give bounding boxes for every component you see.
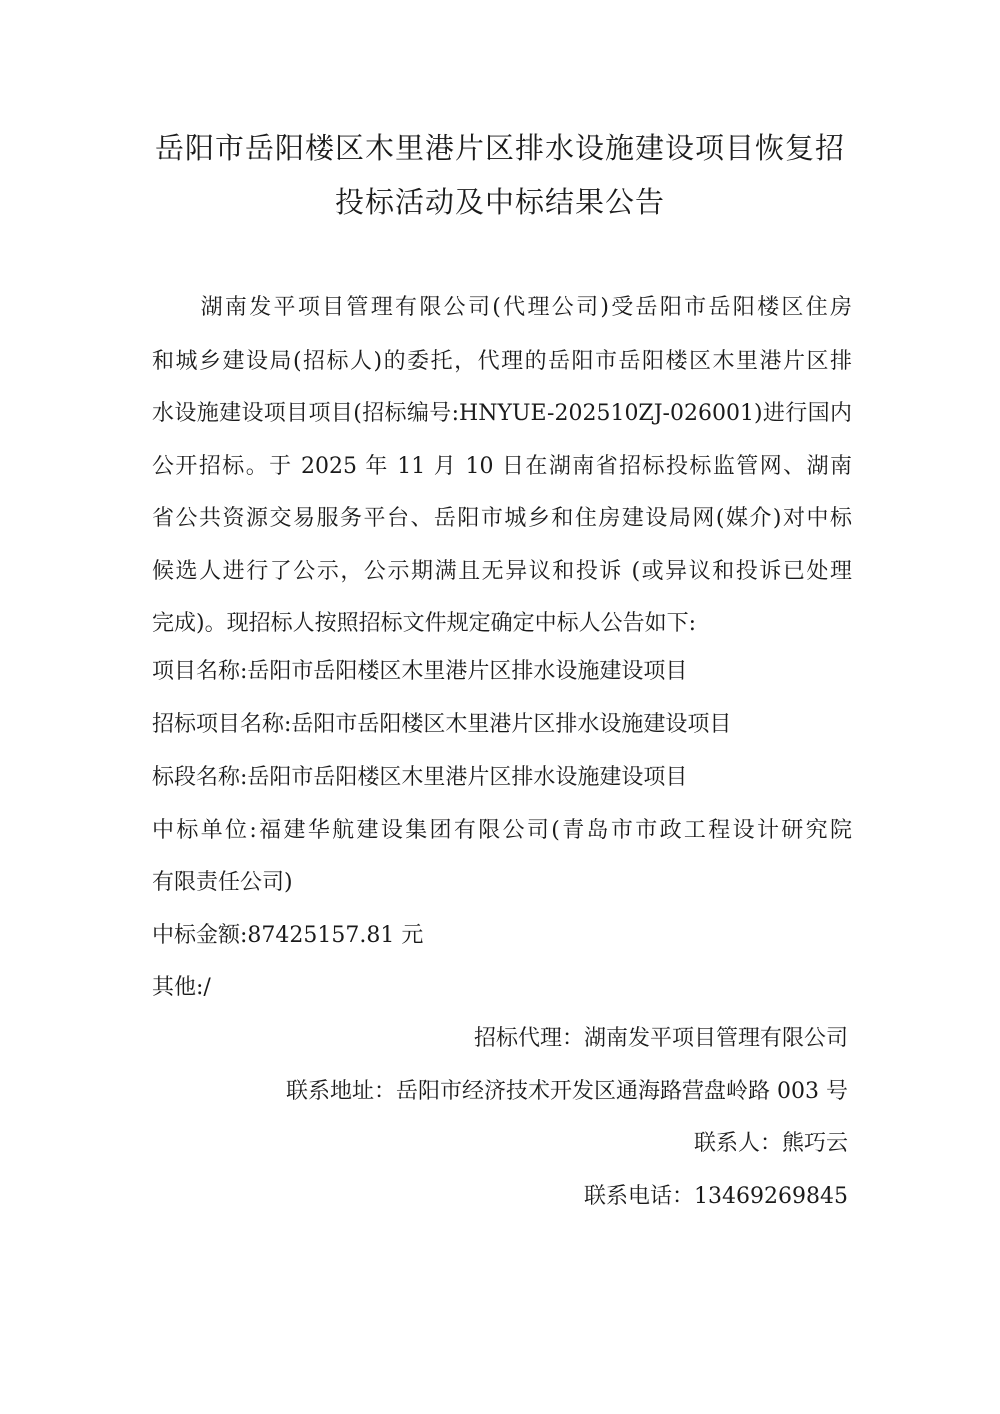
tender-project-name: 招标项目名称:岳阳市岳阳楼区木里港片区排水设施建设项目 — [152, 712, 732, 737]
document-title-line-2: 投标活动及中标结果公告 — [334, 185, 665, 219]
paragraph-line: 省公共资源交易服务平台、岳阳市城乡和住房建设局网(媒介)对中标 — [152, 506, 852, 531]
document-title-line-1: 岳阳市岳阳楼区木里港片区排水设施建设项目恢复招 — [154, 131, 845, 165]
tender-agent: 招标代理：湖南发平项目管理有限公司 — [473, 1026, 848, 1051]
section-name: 标段名称:岳阳市岳阳楼区木里港片区排水设施建设项目 — [152, 765, 688, 790]
winning-bidder: 中标单位:福建华航建设集团有限公司(青岛市市政工程设计研究院 — [152, 818, 852, 843]
paragraph-line: 水设施建设项目项目(招标编号:HNYUE-202510ZJ-026001)进行国内 — [152, 401, 852, 426]
paragraph-line: 完成)。现招标人按照招标文件规定确定中标人公告如下: — [152, 611, 696, 636]
paragraph-line: 湖南发平项目管理有限公司(代理公司)受岳阳市岳阳楼区住房 — [152, 295, 852, 320]
project-name: 项目名称:岳阳市岳阳楼区木里港片区排水设施建设项目 — [152, 659, 688, 684]
paragraph-line: 公开招标。于 2025 年 11 月 10 日在湖南省招标投标监管网、湖南 — [152, 454, 852, 479]
other-info: 其他:/ — [152, 975, 211, 1000]
paragraph-line: 和城乡建设局(招标人)的委托，代理的岳阳市岳阳楼区木里港片区排 — [152, 349, 852, 374]
contact-phone: 联系电话：13469269845 — [584, 1184, 848, 1209]
winning-amount: 中标金额:87425157.81 元 — [152, 923, 424, 948]
contact-address: 联系地址：岳阳市经济技术开发区通海路营盘岭路 003 号 — [286, 1079, 848, 1104]
paragraph-line: 候选人进行了公示，公示期满且无异议和投诉 (或异议和投诉已处理 — [152, 559, 852, 584]
contact-person: 联系人：熊巧云 — [693, 1131, 848, 1156]
winning-bidder-continued: 有限责任公司) — [152, 870, 293, 895]
